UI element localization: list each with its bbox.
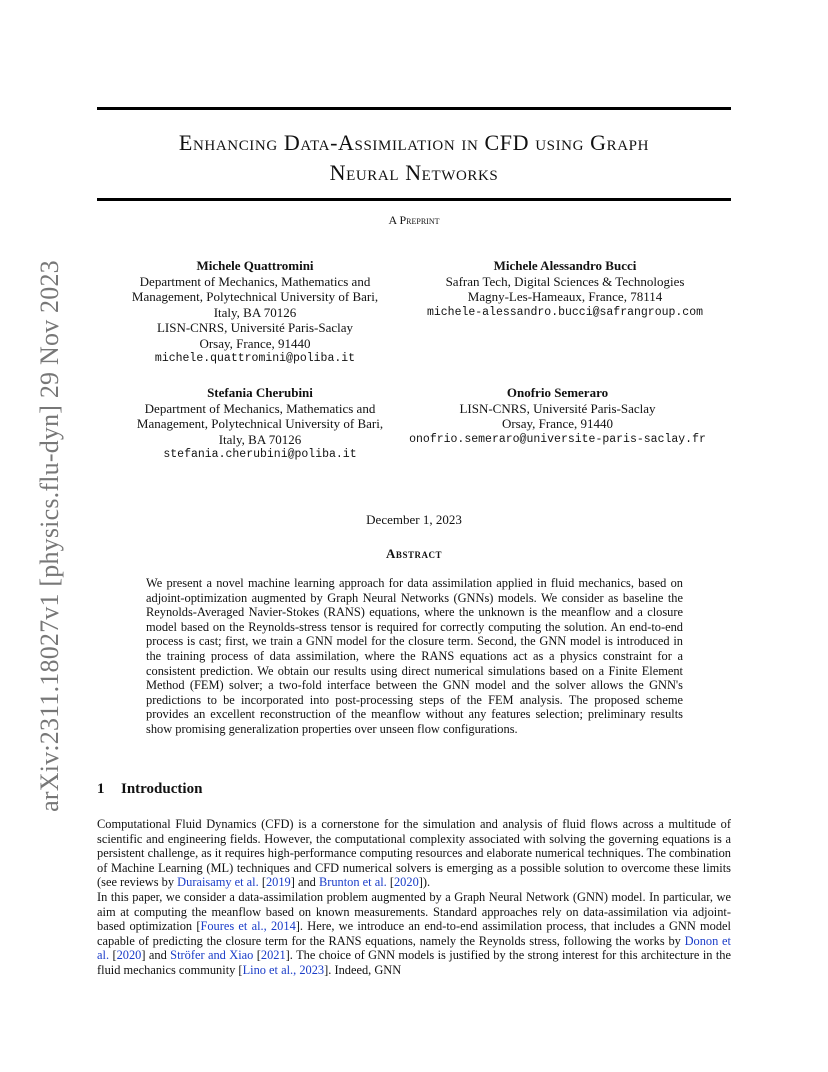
author-affiliation: Safran Tech, Digital Sciences & Technologies <box>445 273 685 289</box>
introduction-body <box>97 817 731 978</box>
abstract-heading: Abstract <box>386 546 442 561</box>
author-affiliation: Department of Mechanics, Mathematics and <box>139 273 371 289</box>
paragraph-2 <box>97 890 731 978</box>
title-line-1: Enhancing Data-Assimilation in CFD using Graph <box>178 130 650 155</box>
author-affiliation: Department of Mechanics, Mathematics and <box>144 400 376 416</box>
text: ] and <box>141 948 171 963</box>
text: ]. Here, we introduce an end-to-end assimilation process, that includes a GNN model capable of predicting the closure term for the RANS equations, namely the Reynolds stress, following the works by <box>97 919 732 948</box>
citation-link[interactable]: 2020 <box>116 948 142 963</box>
author-affiliation: LISN-CNRS, Université Paris-Saclay <box>156 320 354 335</box>
author-affiliation: Orsay, France, 91440 <box>501 416 614 431</box>
text: ]. Indeed, GNN <box>324 962 402 977</box>
author-email: michele.quattromini@poliba.it <box>154 352 356 365</box>
author-block-4 <box>390 385 725 447</box>
citation-link[interactable]: Donon et al. <box>97 933 731 963</box>
author-email: stefania.cherubini@poliba.it <box>163 448 357 461</box>
publication-date: December 1, 2023 <box>366 512 462 527</box>
author-email: michele-alessandro.bucci@safrangroup.com <box>426 305 704 319</box>
text: [ <box>386 875 394 890</box>
abstract-text: We present a novel machine learning approach for data assimilation applied in fluid mechanics, based on adjoint-optimization augmented by Graph Neural Networks (GNNs) models. We consider as baseline the Reynolds-Averaged Navier-Stokes (RANS) equations, where the unknown is the meanflow and a closure model based on the Reynolds-stress tensor is required for correctly computing the solution. An end-to-end process is cast; first, we train a GNN model for the closure term. Second, the GNN model is introduced in the training process of data assimilation, where the RANS equations act as a physics constraint for a consistent prediction. We obtain our results using direct numerical simulations based on a Finite Element Method (FEM) solver; a two-fold interface between the GNN model and the solver allows the GNN's predictions to be incorporated into post-processing steps of the FEM analysis. The proposed scheme provides an excellent reconstruction of the meanflow without any features selection; preliminary results show promising generalization properties over unseen flow configurations. <box>146 576 683 736</box>
citation-link[interactable]: 2019 <box>265 875 291 890</box>
author-email: onofrio.semeraro@universite-paris-saclay.fr <box>409 432 706 446</box>
arxiv-identifier: arXiv:2311.18027v1 [physics.flu-dyn] 29 Nov 2023 <box>35 260 64 812</box>
title-top-rule <box>97 107 731 110</box>
citation-link[interactable]: 2020 <box>393 875 419 890</box>
text: ]). <box>418 875 431 890</box>
citation-link[interactable]: Lino et al., 2023 <box>242 962 325 977</box>
author-block-3 <box>100 385 420 463</box>
citation-link[interactable]: 2021 <box>260 948 286 963</box>
author-affiliation: Italy, BA 70126 <box>218 431 302 447</box>
author-affiliation: Italy, BA 70126 <box>213 304 297 320</box>
citation-link[interactable]: Foures et al., 2014 <box>200 919 296 934</box>
citation-link[interactable]: Duraisamy et al. <box>177 875 259 890</box>
text: In this paper, we consider a data-assimilation problem augmented by a Graph Neural Network (GNN) model. In particular, we aim at computing the meanflow based on known measurements. Standard approaches rely on data-assimilation via adjoint-based optimization [ <box>97 889 731 934</box>
author-affiliation: Management, Polytechnical University of Bari, <box>131 289 379 304</box>
title-bottom-rule <box>97 198 731 201</box>
author-name: Onofrio Semeraro <box>506 385 609 400</box>
author-affiliation: Magny-Les-Hameaux, France, 78114 <box>467 289 663 304</box>
text: ] and <box>290 875 319 890</box>
author-affiliation: Management, Polytechnical University of Bari, <box>136 416 384 431</box>
text: ]. The choice of GNN models is justified by the strong interest for this architecture in the fluid mechanics community [ <box>97 948 732 977</box>
citation-link[interactable]: Brunton et al. <box>318 875 387 890</box>
text: [ <box>258 875 266 890</box>
text: [ <box>253 948 261 963</box>
author-block-1 <box>110 258 400 367</box>
author-name: Stefania Cherubini <box>207 385 313 400</box>
paragraph-1 <box>97 817 731 890</box>
author-name: Michele Alessandro Bucci <box>493 258 637 273</box>
text: Computational Fluid Dynamics (CFD) is a cornerstone for the simulation and analysis of fluid flows across a multitude of scientific and engineering fields. However, the computational complexity associated with solving the governing equations is a persistent challenge, as it requires high-performance computing resources and elaborate numerical techniques. The combination of Machine Learning (ML) techniques and CFD numerical solvers is emerging as a possible solution to overcome these limits (see reviews by <box>97 817 731 890</box>
text: [ <box>109 948 117 963</box>
section-title: Introduction <box>121 781 203 797</box>
section-heading <box>97 781 202 798</box>
preprint-label: A Preprint <box>388 213 440 227</box>
author-name: Michele Quattromini <box>196 258 314 273</box>
section-number: 1 <box>97 781 105 797</box>
author-block-2 <box>400 258 730 320</box>
title-line-2: Neural Networks <box>329 160 499 185</box>
author-affiliation: LISN-CNRS, Université Paris-Saclay <box>459 400 656 416</box>
citation-link[interactable]: Ströfer and Xiao <box>170 948 254 963</box>
author-affiliation: Orsay, France, 91440 <box>199 335 311 351</box>
paper-title <box>97 128 731 188</box>
